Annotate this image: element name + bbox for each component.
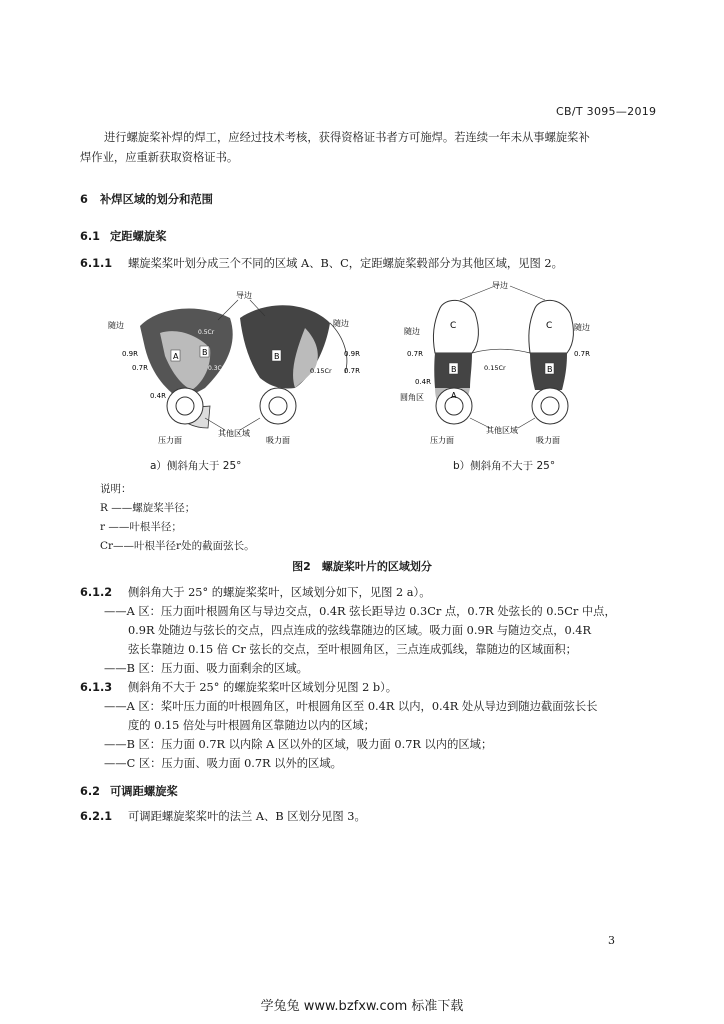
section-number: 6.1 — [80, 230, 101, 243]
label-b-C-2: C — [546, 321, 553, 331]
clause-number: 6.1.2 — [80, 586, 113, 599]
label-b-B: B — [451, 365, 457, 374]
label-0-9R: 0.9R — [122, 350, 138, 358]
label-daobian: 导边 — [236, 291, 252, 300]
clause-text: 侧斜角大于 25° 的螺旋桨桨叶，区域划分如下，见图 2 a）。 — [128, 586, 431, 599]
para-6-1-3 — [80, 679, 397, 697]
para-6-1-2-b1: ——B 区：压力面、吸力面剩余的区域。 — [104, 662, 308, 675]
label-0-5Cr: 0.5Cr — [198, 329, 215, 336]
label-b-0-4R: 0.4R — [415, 378, 431, 386]
label-b-yuanjiao: 圆角区 — [400, 393, 424, 402]
para-6-1-2-a2: 0.9R 处随边与弦长的交点，四点连成的弦线靠随边的区域。吸力面 0.9R 与随边交点，0.4R — [128, 624, 591, 637]
figure-a-suction-face — [240, 305, 347, 424]
figure-title: 图2 螺旋桨叶片的区域划分 — [292, 560, 432, 573]
section-number: 6.2 — [80, 785, 101, 798]
section-6-heading — [80, 191, 213, 207]
label-0-4R: 0.4R — [150, 392, 166, 400]
section-title: 定距螺旋桨 — [110, 230, 167, 243]
label-b-suibian: 随边 — [404, 327, 420, 336]
label-B-2: B — [274, 352, 280, 361]
label-0-7R-b: 0.7R — [344, 367, 360, 375]
section-title: 可调距螺旋桨 — [110, 785, 178, 798]
para-6-2-1 — [80, 808, 366, 826]
section-6-2-heading — [80, 783, 178, 799]
intro-line-1: 进行螺旋桨补焊的焊工，应经过技术考核，获得资格证书者方可施焊。若连续一年未从事螺旋桨补 — [104, 131, 590, 144]
clause-text: 螺旋桨桨叶划分成三个不同的区域 A、B、C，定距螺旋桨毂部分为其他区域，见图 2。 — [128, 257, 563, 270]
label-b-qita: 其他区域 — [486, 426, 518, 435]
para-6-1-3-b1: ——B 区：压力面 0.7R 以内除 A 区以外的区域，吸力面 0.7R 以内的区域； — [104, 738, 493, 751]
label-0-9R-b: 0.9R — [344, 350, 360, 358]
legend-item: Cr——叶根半径r处的截面弦长。 — [100, 540, 255, 552]
label-yali: 压力面 — [158, 436, 182, 445]
section-number: 6 — [80, 193, 88, 206]
label-xili: 吸力面 — [266, 436, 290, 445]
para-6-1-3-a2: 度的 0.15 倍处与叶根圆角区靠随边以内的区域； — [128, 719, 375, 732]
figure-b-pressure-face — [433, 300, 478, 424]
section-title: 补焊区域的划分和范围 — [100, 193, 213, 206]
standard-code: CB/T 3095—2019 — [556, 105, 657, 118]
footer-watermark: 学兔兔 www.bzfxw.com 标准下载 — [260, 999, 464, 1014]
para-6-1-2-a3: 弦长靠随边 0.15 倍 Cr 弦长的交点，至叶根圆角区，三点连成弧线，靠随边的区域面积； — [128, 643, 577, 656]
figure-2-diagram — [100, 278, 620, 478]
label-suibian-2: 随边 — [333, 319, 349, 328]
intro-line-2: 焊作业，应重新获取资格证书。 — [80, 151, 239, 164]
label-A: A — [173, 352, 179, 361]
clause-number: 6.1.1 — [80, 257, 113, 270]
legend-item: R ——螺旋桨半径； — [100, 502, 196, 514]
legend-item: r ——叶根半径； — [100, 521, 182, 533]
page-number: 3 — [608, 934, 615, 947]
para-6-1-2-a1: ——A 区：压力面叶根圆角区与导边交点，0.4R 弦长距导边 0.3Cr 点，0.7R 处弦长的 0.5Cr 中点， — [104, 605, 616, 618]
label-b-yali: 压力面 — [430, 436, 454, 445]
clause-text: 侧斜角不大于 25° 的螺旋桨桨叶区域划分见图 2 b）。 — [128, 681, 398, 694]
label-b-A: A — [451, 391, 457, 400]
label-B: B — [202, 348, 208, 357]
label-qita: 其他区域 — [218, 429, 250, 438]
legend-title: 说明： — [100, 483, 132, 495]
legend — [100, 480, 255, 556]
figure-b-caption: b）侧斜角不大于 25° — [453, 460, 556, 472]
label-0-15Cr: 0.15Cr — [310, 367, 332, 375]
label-0-7R: 0.7R — [132, 364, 148, 372]
label-0-3Cr: 0.3Cr — [208, 365, 225, 372]
label-b-0-7R: 0.7R — [407, 350, 423, 358]
label-b-daobian: 导边 — [492, 281, 508, 290]
label-b-C: C — [450, 321, 457, 331]
label-b-0-15Cr: 0.15Cr — [484, 364, 506, 372]
label-b-xili: 吸力面 — [536, 436, 560, 445]
label-b-0-7R-b: 0.7R — [574, 350, 590, 358]
figure-a-caption: a）侧斜角大于 25° — [150, 460, 242, 472]
label-suibian: 随边 — [108, 321, 124, 330]
section-6-1-heading — [80, 228, 167, 244]
clause-text: 可调距螺旋桨桨叶的法兰 A、B 区划分见图 3。 — [128, 810, 366, 823]
label-b-suibian-2: 随边 — [574, 323, 590, 332]
para-6-1-2 — [80, 584, 431, 602]
para-6-1-3-a1: ——A 区：桨叶压力面的叶根圆角区，叶根圆角区至 0.4R 以内，0.4R 处从导边到随边截面弦长长 — [104, 700, 598, 713]
para-6-1-3-c1: ——C 区：压力面、吸力面 0.7R 以外的区域。 — [104, 757, 342, 770]
label-b-B-2: B — [547, 365, 553, 374]
figure-b-suction-face — [529, 300, 574, 424]
clause-number: 6.2.1 — [80, 810, 113, 823]
para-6-1-1 — [80, 255, 563, 273]
clause-number: 6.1.3 — [80, 681, 113, 694]
